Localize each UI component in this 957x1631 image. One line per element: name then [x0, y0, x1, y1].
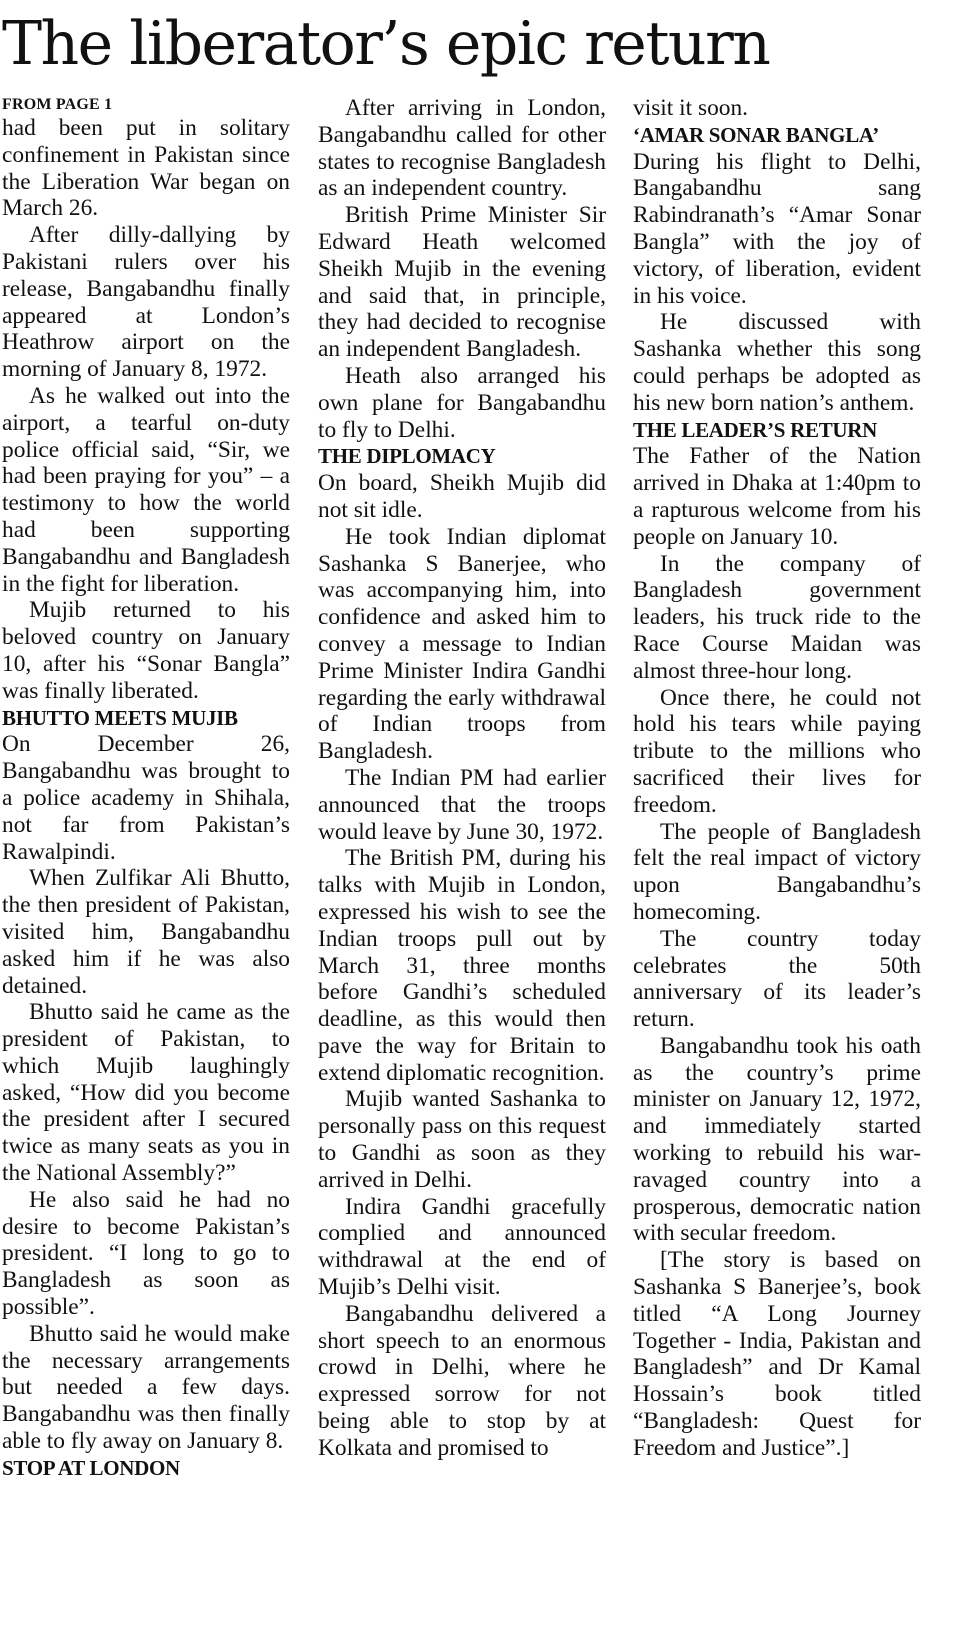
- paragraph: He took Indian diplomat Sashanka S Banerjee, who was accompanying him, into confidence and asked him to convey a message to Indian Prime Minister Indira Gandhi regarding the early withdrawal of Indian troops from Bangladesh.: [318, 523, 606, 765]
- paragraph: The country today celebrates the 50th anniversary of its leader’s return.: [633, 925, 921, 1033]
- paragraph: Bhutto said he came as the president of Pakistan, to which Mujib laughingly asked, “How did you become the president after I secured twice as many seats as you in the National Assembly?”: [2, 999, 290, 1187]
- paragraph: Once there, he could not hold his tears while paying tribute to the millions who sacrificed their lives for freedom.: [633, 684, 921, 818]
- paragraph: In the company of Bangladesh government leaders, his truck ride to the Race Course Maidan was almost three-hour long.: [633, 550, 921, 684]
- subhead-the-diplomacy: THE DIPLOMACY: [318, 444, 496, 469]
- article-column-1: [2, 95, 290, 1482]
- subhead-bhutto-meets-mujib: BHUTTO MEETS MUJIB: [2, 705, 238, 730]
- paragraph: Bangabandhu delivered a short speech to an enormous crowd in Delhi, where he expressed sorrow for not being able to stop by at Kolkata and promised to: [318, 1300, 606, 1461]
- subhead-the-leaders-return: THE LEADER’S RETURN: [633, 417, 878, 442]
- paragraph: He discussed with Sashanka whether this song could perhaps be adopted as his new born nation’s anthem.: [633, 309, 921, 416]
- paragraph: [The story is based on Sashanka S Banerjee’s, book titled “A Long Journey Together - India, Pakistan and Bangladesh” and Dr Kamal Hossain’s book titled “Bangladesh: Quest for Freedom and Justice”.]: [633, 1247, 921, 1461]
- article-column-3: [633, 95, 921, 1462]
- paragraph: Bangabandhu took his oath as the country’s prime minister on January 12, 1972, and immediately started working to rebuild his war-ravaged country into a prosperous, democratic nation with secular freedom.: [633, 1032, 921, 1247]
- paragraph: On December 26, Bangabandhu was brought to a police academy in Shihala, not far from Pakistan’s Rawalpindi.: [2, 731, 290, 865]
- paragraph: During his flight to Delhi, Bangabandhu sang Rabindranath’s “Amar Sonar Bangla” with the joy of victory, of liberation, evident in his voice.: [633, 148, 921, 309]
- article-column-2: [318, 95, 606, 1462]
- paragraph: He also said he had no desire to become Pakistan’s president. “I long to go to Bangladesh as soon as possible”.: [2, 1186, 290, 1321]
- paragraph: The people of Bangladesh felt the real impact of victory upon Bangabandhu’s homecoming.: [633, 818, 921, 925]
- paragraph: had been put in solitary confinement in Pakistan since the Liberation War began on March 26.: [2, 115, 290, 222]
- paragraph: On board, Sheikh Mujib did not sit idle.: [318, 470, 606, 523]
- paragraph: The Indian PM had earlier announced that the troops would leave by June 30, 1972.: [318, 764, 606, 845]
- paragraph: Bhutto said he would make the necessary arrangements but needed a few days. Bangabandhu was then finally able to fly away on January 8.: [2, 1320, 290, 1455]
- kicker-from-page-1: FROM PAGE 1: [2, 96, 113, 113]
- paragraph: The Father of the Nation arrived in Dhaka at 1:40pm to a rapturous welcome from his people on January 10.: [633, 443, 921, 550]
- paragraph: After dilly-dallying by Pakistani rulers over his release, Bangabandhu finally appeared at London’s Heathrow airport on the morning of January 8, 1972.: [2, 222, 290, 383]
- paragraph: Mujib wanted Sashanka to personally pass on this request to Gandhi as soon as they arrived in Delhi.: [318, 1086, 606, 1193]
- paragraph: British Prime Minister Sir Edward Heath welcomed Sheikh Mujib in the evening and said that, in principle, they had decided to recognise an independent Bangladesh.: [318, 202, 606, 363]
- paragraph: After arriving in London, Bangabandhu called for other states to recognise Bangladesh as an independent country.: [318, 95, 606, 202]
- paragraph: As he walked out into the airport, a tearful on-duty police official said, “Sir, we had been praying for you” – a testimony to how the world had been supporting Bangabandhu and Bangladesh in the fight for liberation.: [2, 382, 290, 597]
- paragraph: When Zulfikar Ali Bhutto, the then president of Pakistan, visited him, Bangabandhu asked him if he was also detained.: [2, 865, 290, 999]
- paragraph: Heath also arranged his own plane for Bangabandhu to fly to Delhi.: [318, 362, 606, 443]
- paragraph: The British PM, during his talks with Mujib in London, expressed his wish to see the Indian troops pull out by March 31, three months before Gandhi’s scheduled deadline, as this would then pave the way for Britain to extend diplomatic recognition.: [318, 845, 606, 1086]
- subhead-amar-sonar-bangla: ‘AMAR SONAR BANGLA’: [633, 122, 879, 147]
- subhead-stop-at-london: STOP AT LONDON: [2, 1455, 180, 1480]
- paragraph: visit it soon.: [633, 95, 749, 121]
- paragraph: Indira Gandhi gracefully complied and announced withdrawal at the end of Mujib’s Delhi visit.: [318, 1193, 606, 1301]
- paragraph: Mujib returned to his beloved country on January 10, after his “Sonar Bangla” was finally liberated.: [2, 597, 290, 704]
- headline: The liberator’s epic return: [2, 9, 770, 79]
